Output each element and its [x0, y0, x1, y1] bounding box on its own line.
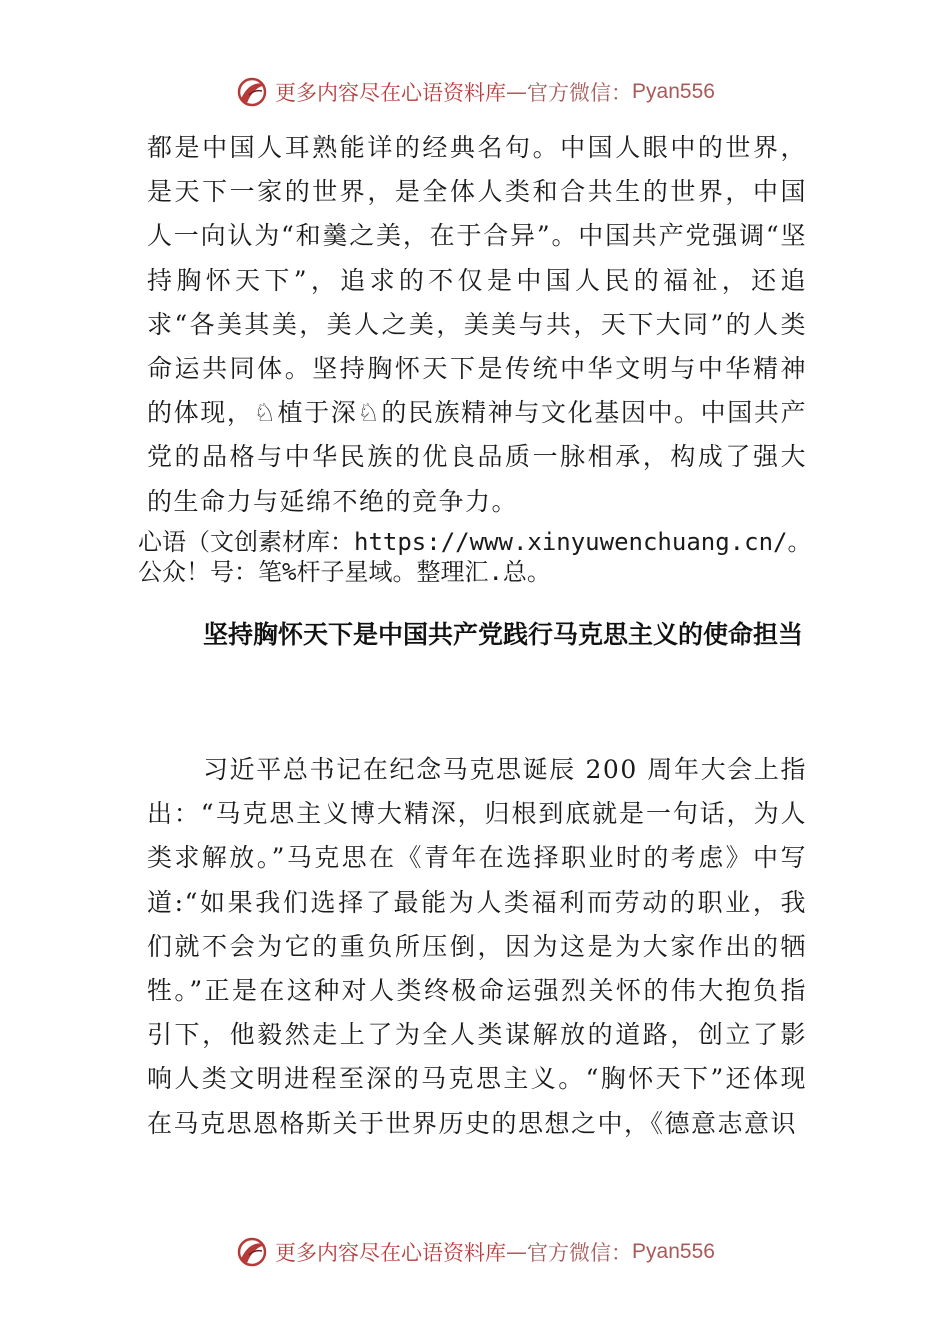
footer-banner — [0, 1230, 950, 1274]
body-paragraph-1: 都是中国人耳熟能详的经典名句。中国人眼中的世界，是天下一家的世界，是全体人类和合共生的世界，中国人一向认为“和羹之美，在于合异”。中国共产党强调“坚持胸怀天下”，追求的不仅是中国人民的福祉，还追求“各美其美，美人之美，美美与共，天下大同”的人类命运共同体。坚持胸怀天下是传统中华文明与中华精神的体现，♘植于深♘的民族精神与文化基因中。中国共产党的品格与中华民族的优良品质一脉相承，构成了强大的生命力与延绵不绝的竞争力。 — [147, 133, 807, 516]
body-paragraph-2: 习近平总书记在纪念马克思诞辰 200 周年大会上指出：“马克思主义博大精深，归根到底就是一句话，为人类求解放。”马克思在《青年在选择职业时的考虑》中写道:“如果我们选择了最能为人类福利而劳动的职业，我们就不会为它的重负所压倒，因为这是为大家作出的牺牲。”正是在这种对人类终极命运强烈关怀的伟大抱负指引下，他毅然走上了为全人类谋解放的道路，创立了影响人类文明进程至深的马克思主义。“胸怀天下”还体现在马克思恩格斯关于世界历史的思想之中，《德意志意识 — [147, 755, 807, 1138]
banner-brand-text: 更多内容尽在心语资料库 — [275, 81, 507, 105]
brush-swirl-logo-icon — [235, 75, 269, 109]
banner-wechat-id: Pyan556 — [632, 1240, 715, 1263]
banner-brand-text: 更多内容尽在心语资料库 — [275, 1241, 507, 1265]
banner-separator: — — [506, 1240, 528, 1264]
banner-wechat-label: 官方微信： — [527, 81, 633, 105]
banner-separator: — — [506, 80, 528, 104]
section-heading: 坚持胸怀天下是中国共产党践行马克思主义的使命担当 — [203, 620, 804, 649]
brush-swirl-logo-icon — [235, 1235, 269, 1269]
banner-wechat-id: Pyan556 — [632, 80, 715, 103]
banner-wechat-label: 官方微信： — [527, 1241, 633, 1265]
source-note: 心语（文创素材库：https://www.xinyuwenchuang.cn/。公众！号：笔%杆子星域。整理汇.总。 — [138, 528, 812, 586]
header-banner — [0, 70, 950, 114]
